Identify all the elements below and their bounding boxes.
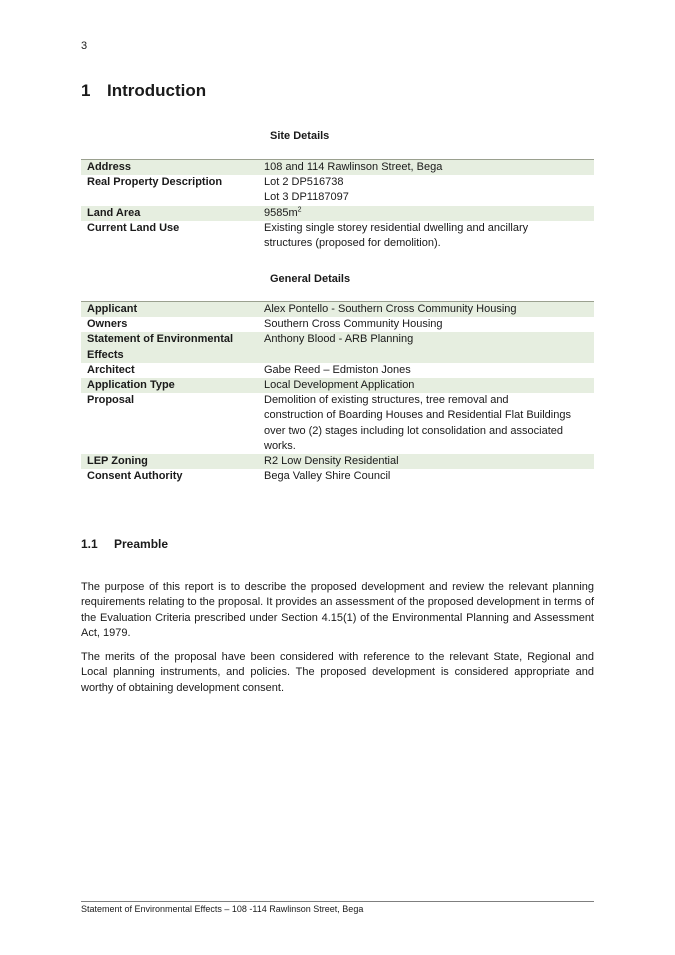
row-value: 108 and 114 Rawlinson Street, Bega xyxy=(264,161,443,173)
table-row xyxy=(81,302,594,317)
table-row xyxy=(81,454,594,469)
page-footer: Statement of Environmental Effects – 108 -114 Rawlinson Street, Bega xyxy=(81,904,364,914)
subsection-title: Preamble xyxy=(114,537,169,551)
section-heading xyxy=(81,81,206,101)
row-value: Existing single storey residential dwelling and ancillary structures (proposed for demolition). xyxy=(264,221,529,250)
table-row xyxy=(81,363,594,378)
table-row xyxy=(81,160,594,175)
paragraph: The purpose of this report is to describe the proposed development and review the relevant planning requirements relating to the proposal. It provides an assessment of the proposed development in terms of the Evaluation Criteria prescribed under Section 4.15(1) of the Environmental Planning and Assessment Act, 1979. xyxy=(81,581,595,640)
row-label: Consent Authority xyxy=(87,470,183,483)
row-value: Anthony Blood - ARB Planning xyxy=(264,333,414,346)
paragraph: The merits of the proposal have been considered with reference to the relevant State, Regional and Local planning instruments, and policies. The proposed development is considered appropriate and worthy of obtaining development consent. xyxy=(81,651,594,694)
row-label: Applicant xyxy=(87,303,138,315)
row-value: Lot 2 DP516738 Lot 3 DP1187097 xyxy=(264,176,349,204)
general-details-table xyxy=(81,301,594,484)
row-value: Local Development Application xyxy=(264,379,415,392)
table-row xyxy=(81,393,594,454)
row-value: Southern Cross Community Housing xyxy=(264,318,443,331)
row-label: Owners xyxy=(87,318,128,331)
row-value: R2 Low Density Residential xyxy=(264,455,399,468)
row-value: Gabe Reed – Edmiston Jones xyxy=(264,363,411,376)
site-details-table xyxy=(81,159,594,251)
table-row xyxy=(81,206,594,221)
row-value: Alex Pontello - Southern Cross Community Housing xyxy=(264,303,517,315)
section-title: Introduction xyxy=(107,81,207,100)
row-label: Statement of Environmental Effects xyxy=(87,333,234,361)
table-row xyxy=(81,469,594,484)
superscript: 2 xyxy=(297,205,302,213)
row-value: $9585m^2$ xyxy=(264,205,302,219)
table-row xyxy=(81,221,594,251)
row-value: Demolition of existing structures, tree removal and construction of Boarding Houses and Residential Flat Buildings over two (2) stages including lot consolidation and associated works. xyxy=(264,394,571,452)
row-label: Real Property Description xyxy=(87,176,223,189)
site-details-title: Site Details xyxy=(270,130,330,142)
row-label: Current Land Use xyxy=(87,221,180,234)
subsection-number: 1.1 xyxy=(81,537,98,551)
subsection-heading xyxy=(81,537,168,551)
row-label: Address xyxy=(87,161,132,173)
row-label: Application Type xyxy=(87,379,175,392)
row-value: Bega Valley Shire Council xyxy=(264,470,391,483)
footer-rule xyxy=(81,901,594,902)
table-row xyxy=(81,378,594,393)
table-row xyxy=(81,317,594,332)
row-label: Land Area xyxy=(87,206,141,219)
row-label: Architect xyxy=(87,363,135,376)
page-number: 3 xyxy=(81,40,88,52)
general-details-title: General Details xyxy=(270,273,351,285)
table-row xyxy=(81,175,594,205)
section-number: 1 xyxy=(81,81,91,100)
row-label: LEP Zoning xyxy=(87,455,148,468)
row-label: Proposal xyxy=(87,394,135,407)
table-row xyxy=(81,332,594,362)
